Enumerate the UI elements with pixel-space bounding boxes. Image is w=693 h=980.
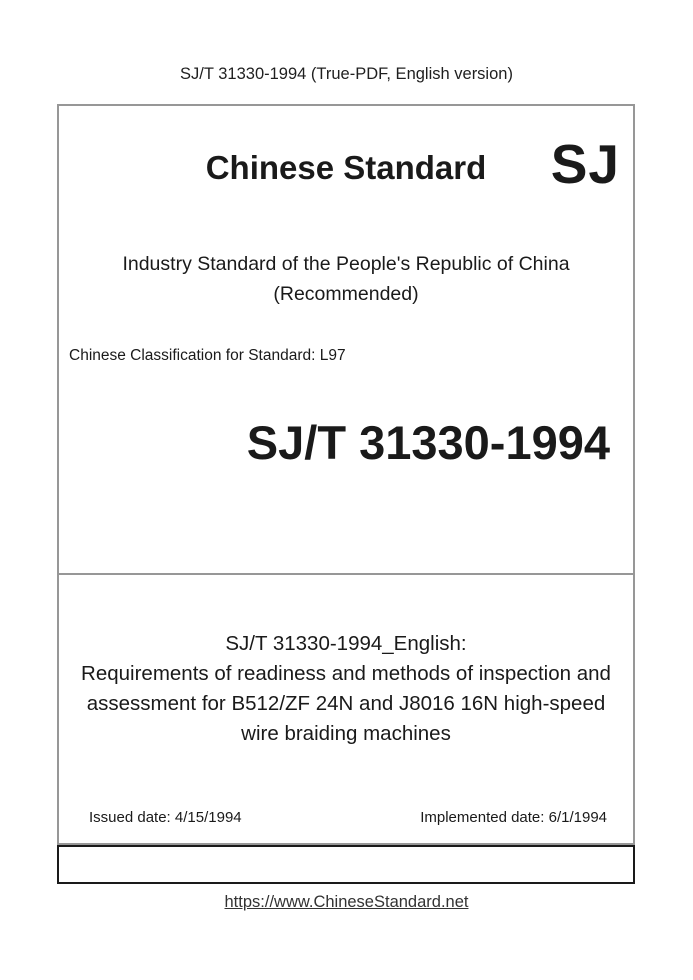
standard-type-block <box>59 249 633 309</box>
issued-date: Issued date: 4/15/1994 <box>89 809 242 826</box>
standard-type-line: Industry Standard of the People's Republic of China <box>122 253 570 275</box>
standard-cover-box <box>57 104 635 845</box>
dates-row <box>59 809 633 827</box>
english-title-line-3: assessment for B512/ZF 24N and J8016 16N high-speed <box>86 692 606 715</box>
website-link[interactable]: https://www.ChineseStandard.net <box>224 893 469 911</box>
english-title-block <box>59 629 633 749</box>
section-divider <box>59 573 633 575</box>
english-title-line-2: Requirements of readiness and methods of inspection and <box>81 662 611 685</box>
footer <box>0 893 693 912</box>
english-title-line-4: wire braiding machines <box>241 722 451 745</box>
empty-note-box <box>57 845 635 884</box>
implemented-date: Implemented date: 6/1/1994 <box>420 809 607 826</box>
sj-logo: SJ <box>550 133 620 195</box>
document-header: SJ/T 31330-1994 (True-PDF, English version) <box>180 65 513 83</box>
classification-label: Chinese Classification for Standard: L97 <box>69 347 346 364</box>
standard-number: SJ/T 31330-1994 <box>246 416 610 469</box>
brand-title: Chinese Standard <box>205 149 487 186</box>
recommended-label: (Recommended) <box>273 283 419 305</box>
english-title-line-1: SJ/T 31330-1994_English: <box>225 632 467 655</box>
